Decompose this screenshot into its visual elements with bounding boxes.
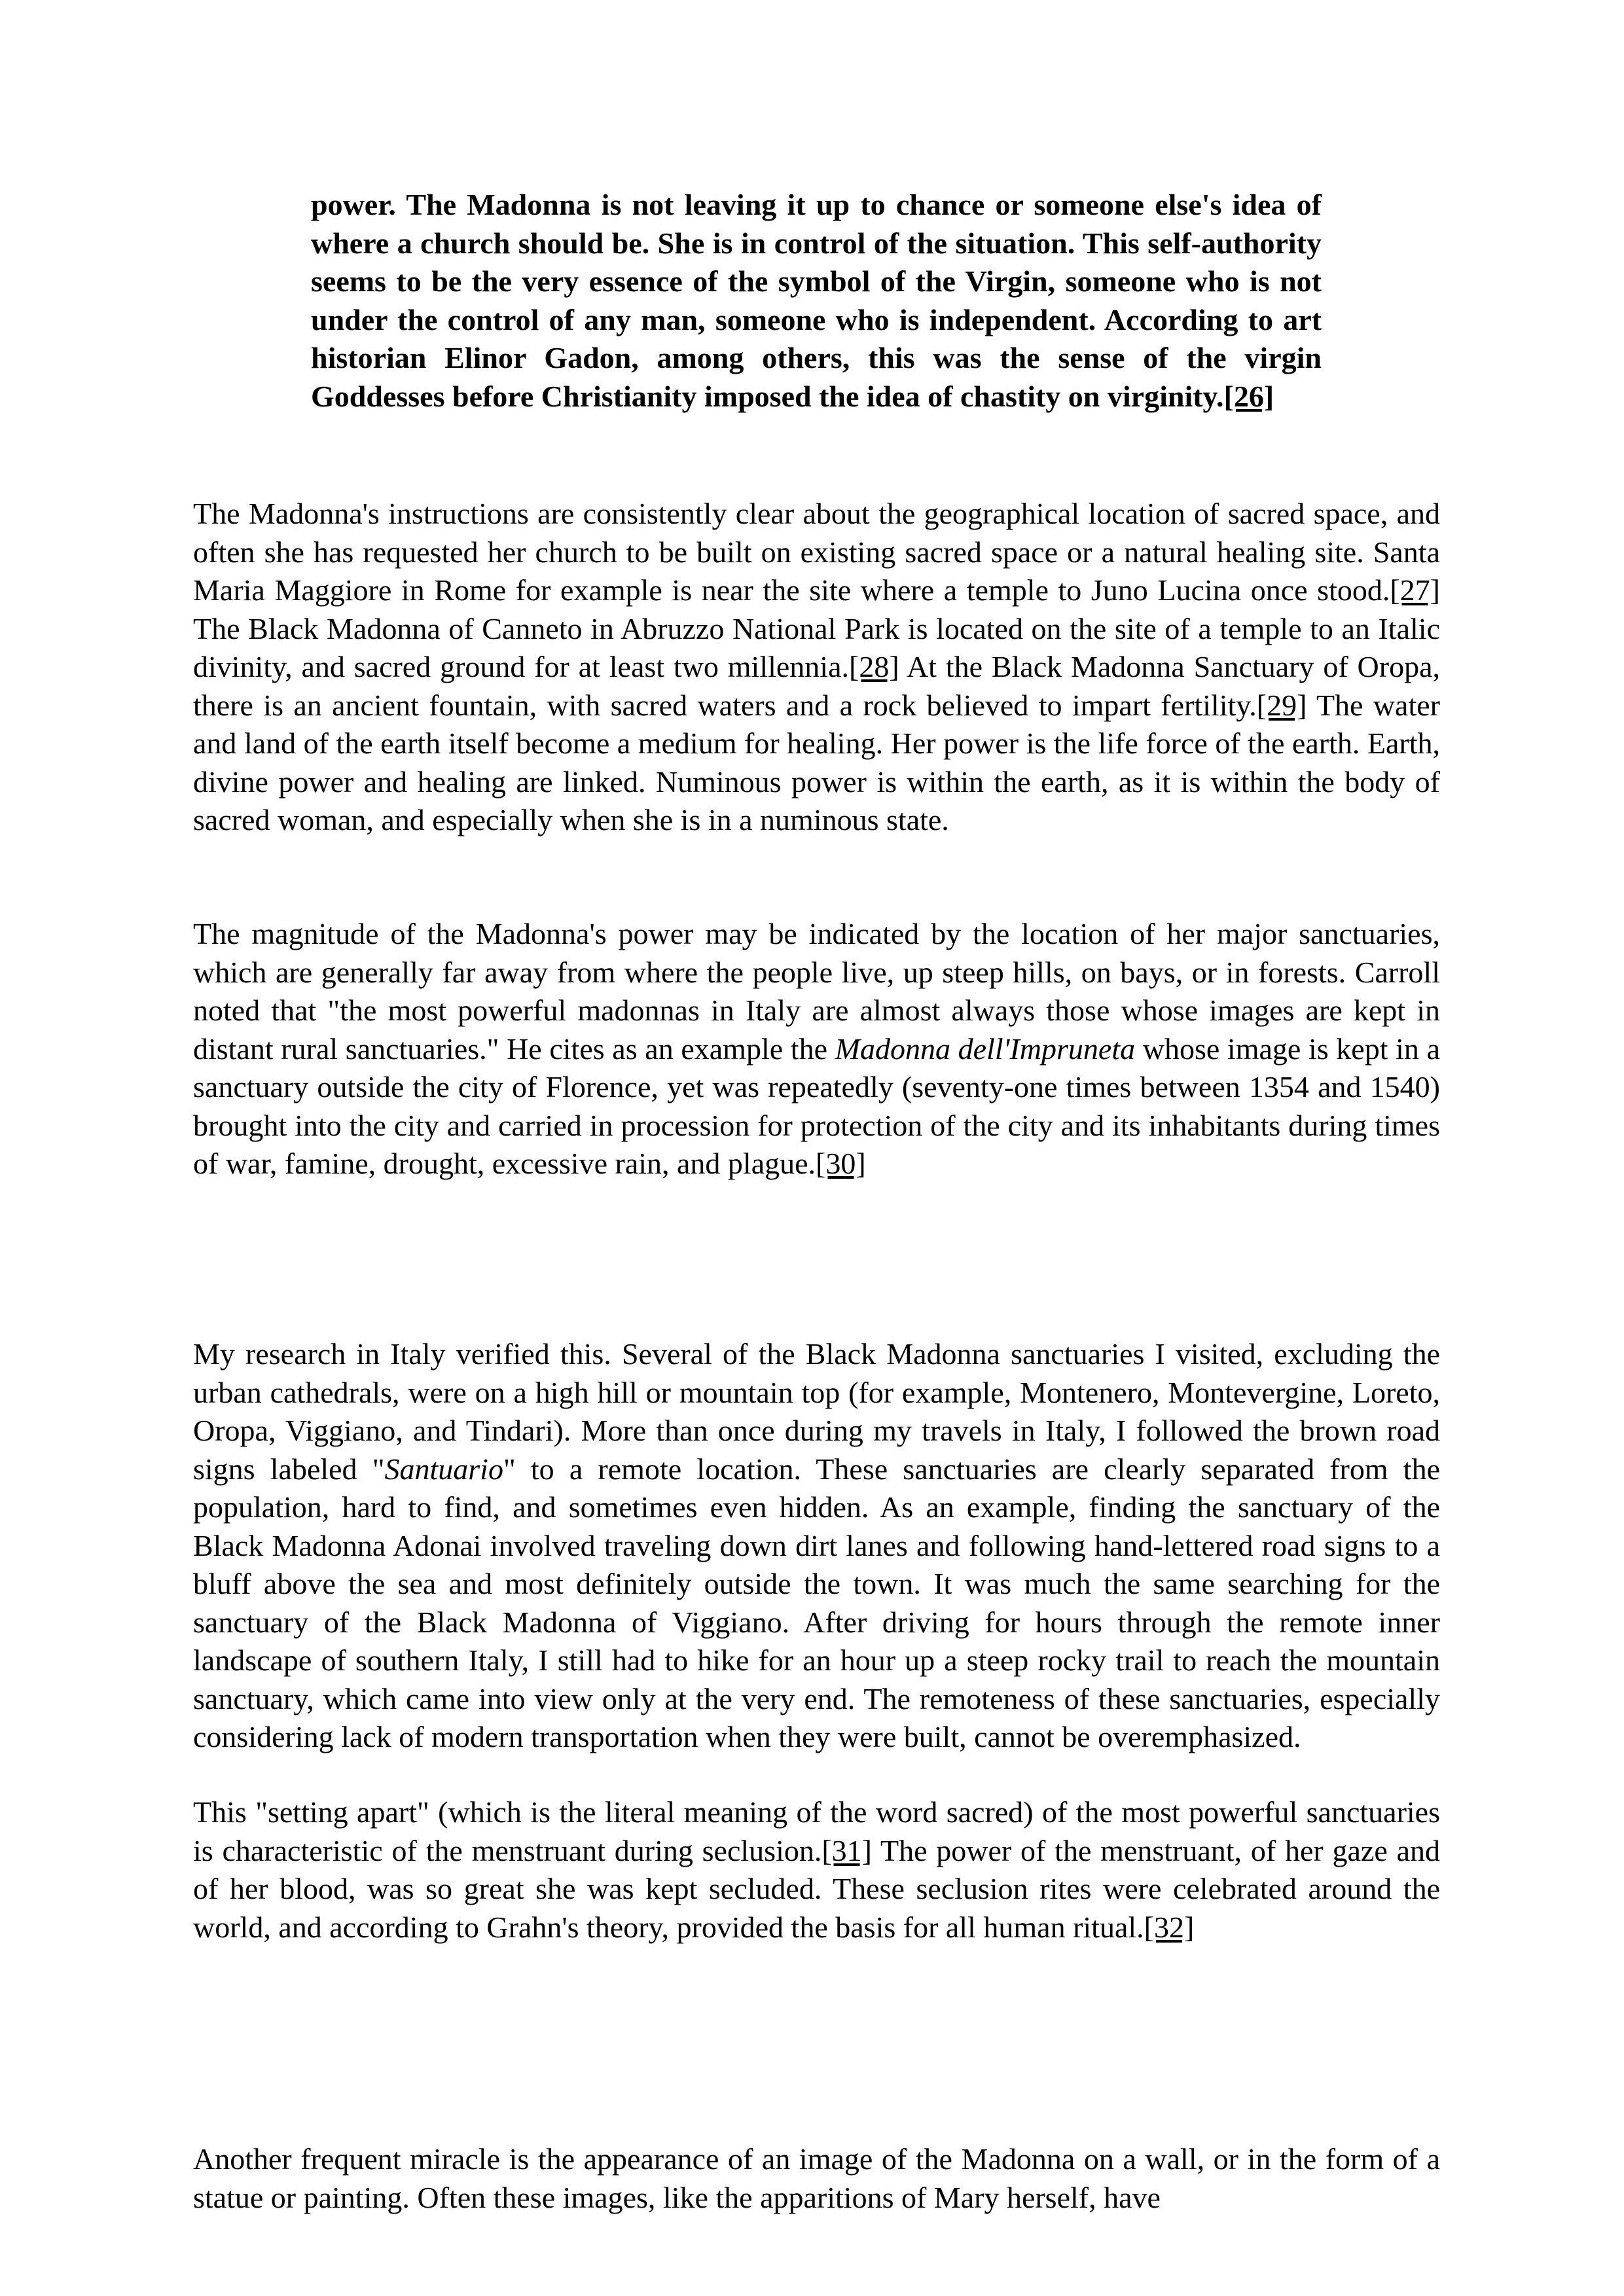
paragraph-miracle-images: [193, 2140, 1440, 2217]
paragraph-sacred-space: [193, 495, 1440, 840]
paragraph-text: " to a remote location. These sanctuaries are clearly separated from the population, hard to find, and sometimes even hidden. As an example, finding the sanctuary of the Black Madonna Adonai involved traveling down dirt lanes and following hand-lettered road signs to a bluff above the sea and most definitely outside the town. It was much the same searching for the sanctuary of the Black Madonna of Viggiano. After driving for hours through the remote inner landscape of southern Italy, I still had to hike for an hour up a steep rocky trail to reach the mountain sanctuary, which came into view only at the very end. The remoteness of these sanctuaries, especially considering lack of modern transportation when they were built, cannot be overemphasized.: [193, 1452, 1441, 1753]
footnote-link-28[interactable]: [28]: [849, 650, 899, 683]
footnote-link-32[interactable]: [32]: [1144, 1910, 1195, 1944]
paragraph-magnitude-of-power: [193, 915, 1440, 1183]
paragraph-text: whose image is kept in a sanctuary outside the city of Florence, yet was repeatedly (seventy-one times between 1354 and 1540) brought into the city and carried in procession for protection of the city and its inhabitants during times of war, famine, drought, excessive rain, and plague.: [193, 1031, 1440, 1180]
quote-text: power. The Madonna is not leaving it up to chance or someone else's idea of where a church should be. She is in control of the situation. This self-authority seems to be the very essence of the symbol of the Virgin, someone who is not under the control of any man, someone who is independent. According to art historian Elinor Gadon, among others, this was the sense of the virgin Goddesses before Christianity imposed the idea of chastity on virginity.: [311, 188, 1322, 413]
block-quote: [311, 186, 1322, 416]
footnote-link-26[interactable]: [26]: [1223, 379, 1274, 413]
italic-term: Santuario: [384, 1452, 503, 1486]
paragraph-setting-apart: [193, 1793, 1440, 1946]
footnote-link-27[interactable]: [27]: [1390, 573, 1440, 607]
paragraph-research-in-italy: [193, 1335, 1440, 1757]
paragraph-text: This "setting apart" (which is the literal meaning of the word sacred) of the most powerful sanctuaries is characteristic of the menstruant during seclusion.: [193, 1795, 1440, 1867]
footnote-link-30[interactable]: [30]: [816, 1147, 866, 1180]
footnote-link-31[interactable]: [31]: [821, 1833, 872, 1867]
paragraph-text: The power of the menstruant, of her gaze and of her blood, was so great she was kept secluded. These seclusion rites were celebrated around the world, and according to Grahn's theory, provided the basis for all human ritual.: [193, 1833, 1440, 1944]
paragraph-text: My research in Italy verified this. Several of the Black Madonna sanctuaries I visited, excluding the urban cathedrals, were on a high hill or mountain top (for example, Montenero, Montevergine, Loreto, Oropa, Viggiano, and Tindari). More than once during my travels in Italy, I followed the brown road signs labeled ": [193, 1337, 1440, 1486]
footnote-link-29[interactable]: [29]: [1256, 688, 1307, 722]
paragraph-text: The Madonna's instructions are consistently clear about the geographical location of sacred space, and often she has requested her church to be built on existing sacred space or a natural healing site. Santa Maria Maggiore in Rome for example is near the site where a temple to Juno Lucina once stood.: [193, 497, 1440, 607]
paragraph-text: At the Black Madonna Sanctuary of Oropa, there is an ancient fountain, with sacred waters and a rock believed to impart fertility.: [193, 650, 1440, 722]
paragraph-text: The magnitude of the Madonna's power may be indicated by the location of her major sanctuaries, which are generally far away from where the people live, up steep hills, on bays, or in forests. Carroll noted that "the most powerful madonnas in Italy are almost always those whose images are kept in distant rural sanctuaries." He cites as an example the: [193, 917, 1440, 1066]
italic-title: Madonna dell'Impruneta: [835, 1031, 1136, 1066]
paragraph-text: The Black Madonna of Canneto in Abruzzo National Park is located on the site of a temple to an Italic divinity, and sacred ground for at least two millennia.: [193, 611, 1440, 683]
paragraph-text: The water and land of the earth itself become a medium for healing. Her power is the life force of the earth. Earth, divine power and healing are linked. Numinous power is within the earth, as it is within the body of sacred woman, and especially when she is in a numinous state.: [193, 688, 1440, 836]
paragraph-text: Another frequent miracle is the appearance of an image of the Madonna on a wall, or in the form of a statue or painting. Often these images, like the apparitions of Mary herself, have: [193, 2142, 1440, 2214]
